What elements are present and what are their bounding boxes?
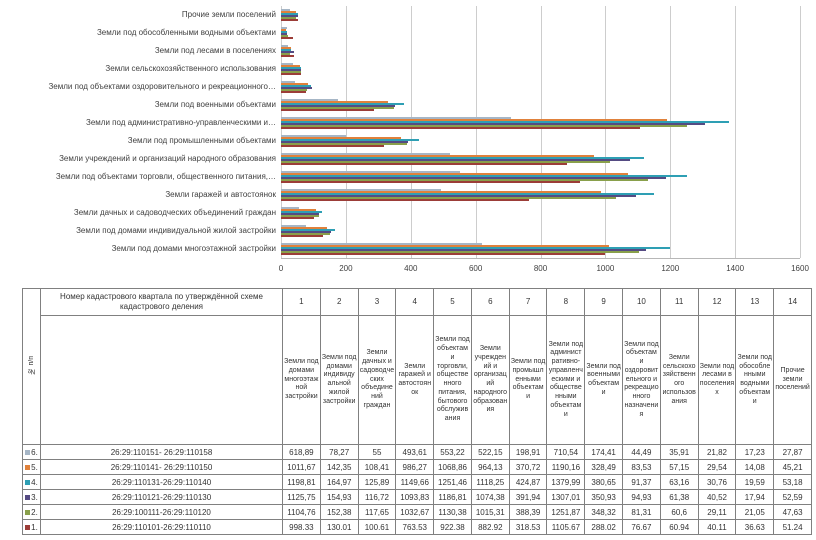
value-cell: 1118,25: [471, 475, 509, 490]
value-cell: 1093,83: [396, 490, 434, 505]
header-col-number: 6: [471, 289, 509, 316]
header-col-number: 11: [660, 289, 698, 316]
value-cell: 1074,38: [471, 490, 509, 505]
bar-group: [281, 204, 800, 222]
header-col-number: 4: [396, 289, 434, 316]
value-cell: 1015,31: [471, 505, 509, 520]
value-cell: 17,23: [736, 445, 774, 460]
value-cell: 21,05: [736, 505, 774, 520]
bar-group: [281, 6, 800, 24]
value-cell: 63,16: [660, 475, 698, 490]
x-axis-tick-label: 1400: [726, 264, 745, 273]
value-cell: 30,76: [698, 475, 736, 490]
series-legend-marker: [25, 510, 30, 515]
category-label: Земли под промышленными объектами: [127, 136, 276, 145]
value-cell: 152,38: [320, 505, 358, 520]
category-label: Земли под обособленными водными объектами: [96, 28, 276, 37]
value-cell: 44,49: [623, 445, 661, 460]
value-cell: 350,93: [585, 490, 623, 505]
category-label: Земли учреждений и организаций народного образования: [59, 154, 276, 163]
value-cell: 60.94: [660, 520, 698, 535]
value-cell: 1130,38: [434, 505, 472, 520]
header-land-type: Земли под административно-управленческими и общественными объектами: [547, 316, 585, 445]
bar-group: [281, 222, 800, 240]
value-cell: 391,94: [509, 490, 547, 505]
value-cell: 81,31: [623, 505, 661, 520]
value-cell: 47,63: [774, 505, 812, 520]
bar-group: [281, 186, 800, 204]
value-cell: 174,41: [585, 445, 623, 460]
value-cell: 1149,66: [396, 475, 434, 490]
category-label: Земли гаражей и автостоянок: [165, 190, 276, 199]
value-cell: 52,59: [774, 490, 812, 505]
bar-group: [281, 240, 800, 258]
header-land-type: Прочие земли поселений: [774, 316, 812, 445]
bar-group: [281, 150, 800, 168]
value-cell: 142,35: [320, 460, 358, 475]
value-cell: 117,65: [358, 505, 396, 520]
value-cell: 964,13: [471, 460, 509, 475]
header-land-type: Земли учреждений и организаций народного образования: [471, 316, 509, 445]
value-cell: 986,27: [396, 460, 434, 475]
bar-series-1: [281, 19, 298, 21]
value-cell: 522,15: [471, 445, 509, 460]
header-land-type: Земли под лесами в поселениях: [698, 316, 736, 445]
series-legend-marker: [25, 525, 30, 530]
category-label: Земли под домами многоэтажной застройки: [111, 244, 276, 253]
value-cell: 36.63: [736, 520, 774, 535]
category-label: Земли сельскохозяйственного использования: [105, 64, 276, 73]
value-cell: 130.01: [320, 520, 358, 535]
bar-series-1: [281, 73, 301, 75]
value-cell: 108,41: [358, 460, 396, 475]
header-land-type: Земли под обособленными водными объектами: [736, 316, 774, 445]
value-cell: 100.61: [358, 520, 396, 535]
bar-group: [281, 24, 800, 42]
row-number-cell: 3.: [23, 490, 41, 505]
table-row: [23, 490, 812, 505]
header-land-type: Земли под домами многоэтажной застройки: [283, 316, 321, 445]
value-cell: 1186,81: [434, 490, 472, 505]
header-col-number: 10: [623, 289, 661, 316]
header-col-number: 12: [698, 289, 736, 316]
kadastr-range-cell: 26:29:110151- 26:29:110158: [41, 445, 283, 460]
header-col-number: 9: [585, 289, 623, 316]
value-cell: 1105.67: [547, 520, 585, 535]
table-row: [23, 475, 812, 490]
cadastral-table: [22, 288, 812, 535]
bar-group: [281, 96, 800, 114]
value-cell: 763.53: [396, 520, 434, 535]
bar-series-1: [281, 37, 293, 39]
header-land-type: Земли сельскохозяйственного использования: [660, 316, 698, 445]
x-axis-tick-label: 1600: [791, 264, 809, 273]
x-axis-tick-label: 800: [533, 264, 548, 273]
value-cell: 318.53: [509, 520, 547, 535]
header-land-type: Земли под промышленными объектами: [509, 316, 547, 445]
header-col-number: 14: [774, 289, 812, 316]
bar-group: [281, 42, 800, 60]
value-cell: 29,11: [698, 505, 736, 520]
value-cell: 116,72: [358, 490, 396, 505]
value-cell: 1198,81: [283, 475, 321, 490]
category-label: Земли под административно-управленческими и…: [86, 118, 276, 127]
bar-series-1: [281, 217, 314, 219]
table-row: [23, 520, 812, 535]
gridline: [800, 6, 801, 258]
value-cell: 553,22: [434, 445, 472, 460]
value-cell: 29,54: [698, 460, 736, 475]
value-cell: 164,97: [320, 475, 358, 490]
value-cell: 17,94: [736, 490, 774, 505]
bar-group: [281, 60, 800, 78]
value-cell: 370,72: [509, 460, 547, 475]
category-label: Земли под военными объектами: [154, 100, 276, 109]
value-cell: 1307,01: [547, 490, 585, 505]
table-row: [23, 445, 812, 460]
series-legend-marker: [25, 495, 30, 500]
bar-series-1: [281, 253, 605, 255]
header-land-type: Земли под домами индивидуальной жилой застройки: [320, 316, 358, 445]
x-axis-tick-label: 0: [278, 264, 284, 273]
header-col-number: 5: [434, 289, 472, 316]
category-label: Земли под лесами в поселениях: [154, 46, 276, 55]
value-cell: 61,38: [660, 490, 698, 505]
bar-series-1: [281, 163, 567, 165]
header-col-number: 7: [509, 289, 547, 316]
row-number-cell: 6.: [23, 445, 41, 460]
value-cell: 51.24: [774, 520, 812, 535]
category-label: Земли под объектами оздоровительного и рекреационного…: [48, 82, 276, 91]
value-cell: 348,32: [585, 505, 623, 520]
value-cell: 424,87: [509, 475, 547, 490]
value-cell: 45,21: [774, 460, 812, 475]
category-label: Земли дачных и садоводческих объединений граждан: [73, 208, 276, 217]
header-land-type: Земли под объектами торговли, общественного питания, бытового обслуживания: [434, 316, 472, 445]
value-cell: 288.02: [585, 520, 623, 535]
x-axis-tick-label: 1200: [661, 264, 680, 273]
bar-series-1: [281, 181, 580, 183]
plot-area: [281, 6, 800, 259]
value-cell: 76.67: [623, 520, 661, 535]
value-cell: 328,49: [585, 460, 623, 475]
x-axis-tick-label: 400: [404, 264, 418, 273]
value-cell: 154,93: [320, 490, 358, 505]
kadastr-range-cell: 26:29:110101-26:29:110110: [41, 520, 283, 535]
series-legend-marker: [25, 465, 30, 470]
kadastr-range-cell: 26:29:110121-26:29:110130: [41, 490, 283, 505]
num-label: № п/п: [28, 355, 35, 375]
bar-series-1: [281, 145, 384, 147]
table-row: [23, 505, 812, 520]
bar-series-1: [281, 127, 640, 129]
x-axis-tick-label: 200: [339, 264, 353, 273]
value-cell: 922.38: [434, 520, 472, 535]
value-cell: 125,89: [358, 475, 396, 490]
value-cell: 618,89: [283, 445, 321, 460]
header-land-type: Земли под объектами оздоровительного и рекреационного назначения: [623, 316, 661, 445]
header-kadastr-empty: [41, 316, 283, 445]
value-cell: 1379,99: [547, 475, 585, 490]
bar-series-1: [281, 199, 529, 201]
bar-series-1: [281, 91, 306, 93]
x-axis-tick-label: 600: [468, 264, 483, 273]
series-legend-marker: [25, 480, 30, 485]
header-col-number: 13: [736, 289, 774, 316]
bar-series-1: [281, 55, 294, 57]
value-cell: 91,37: [623, 475, 661, 490]
bar-series-1: [281, 109, 374, 111]
header-col-number: 8: [547, 289, 585, 316]
value-cell: 1011,67: [283, 460, 321, 475]
value-cell: 94,93: [623, 490, 661, 505]
value-cell: 998.33: [283, 520, 321, 535]
row-number-cell: 1.: [23, 520, 41, 535]
kadastr-range-cell: 26:29:110131-26:29:110140: [41, 475, 283, 490]
category-label: Земли под домами индивидуальной жилой застройки: [76, 226, 276, 235]
header-col-number: 1: [283, 289, 321, 316]
header-col-number: 3: [358, 289, 396, 316]
value-cell: 57,15: [660, 460, 698, 475]
value-cell: 710,54: [547, 445, 585, 460]
header-col-number: 2: [320, 289, 358, 316]
value-cell: 1104,76: [283, 505, 321, 520]
value-cell: 1190,16: [547, 460, 585, 475]
value-cell: 53,18: [774, 475, 812, 490]
value-cell: 1251,87: [547, 505, 585, 520]
row-number-cell: 2.: [23, 505, 41, 520]
value-cell: 40,52: [698, 490, 736, 505]
row-number-cell: 4.: [23, 475, 41, 490]
value-cell: 388,39: [509, 505, 547, 520]
value-cell: 19,59: [736, 475, 774, 490]
category-label: Земли под объектами торговли, общественного питания,…: [55, 172, 276, 181]
bar-group: [281, 132, 800, 150]
kadastr-range-cell: 26:29:100111-26:29:110120: [41, 505, 283, 520]
value-cell: 60,6: [660, 505, 698, 520]
value-cell: 1032,67: [396, 505, 434, 520]
bar-group: [281, 168, 800, 186]
value-cell: 27,87: [774, 445, 812, 460]
kadastr-range-cell: 26:29:110141- 26:29:110150: [41, 460, 283, 475]
value-cell: 35,91: [660, 445, 698, 460]
bar-group: [281, 78, 800, 96]
value-cell: 21,82: [698, 445, 736, 460]
header-land-type: Земли под военными объектами: [585, 316, 623, 445]
x-axis-tick-label: 1000: [596, 264, 615, 273]
series-legend-marker: [25, 450, 30, 455]
row-number-cell: 5.: [23, 460, 41, 475]
header-kadastr: Номер кадастрового квартала по утверждённой схеме кадастрового деления: [41, 289, 283, 316]
header-land-type: Земли дачных и садоводческих объединений граждан: [358, 316, 396, 445]
value-cell: 55: [358, 445, 396, 460]
value-cell: 198,91: [509, 445, 547, 460]
value-cell: 1251,46: [434, 475, 472, 490]
value-cell: 1125,75: [283, 490, 321, 505]
value-cell: 380,65: [585, 475, 623, 490]
value-cell: 493,61: [396, 445, 434, 460]
header-land-type: Земли гаражей и автостоянок: [396, 316, 434, 445]
bar-series-1: [281, 235, 323, 237]
value-cell: 14,08: [736, 460, 774, 475]
value-cell: 882.92: [471, 520, 509, 535]
value-cell: 1068,86: [434, 460, 472, 475]
value-cell: 40.11: [698, 520, 736, 535]
value-cell: 78,27: [320, 445, 358, 460]
header-num: [23, 289, 41, 445]
value-cell: 83,53: [623, 460, 661, 475]
bar-group: [281, 114, 800, 132]
table-row: [23, 460, 812, 475]
category-label: Прочие земли поселений: [181, 10, 276, 19]
